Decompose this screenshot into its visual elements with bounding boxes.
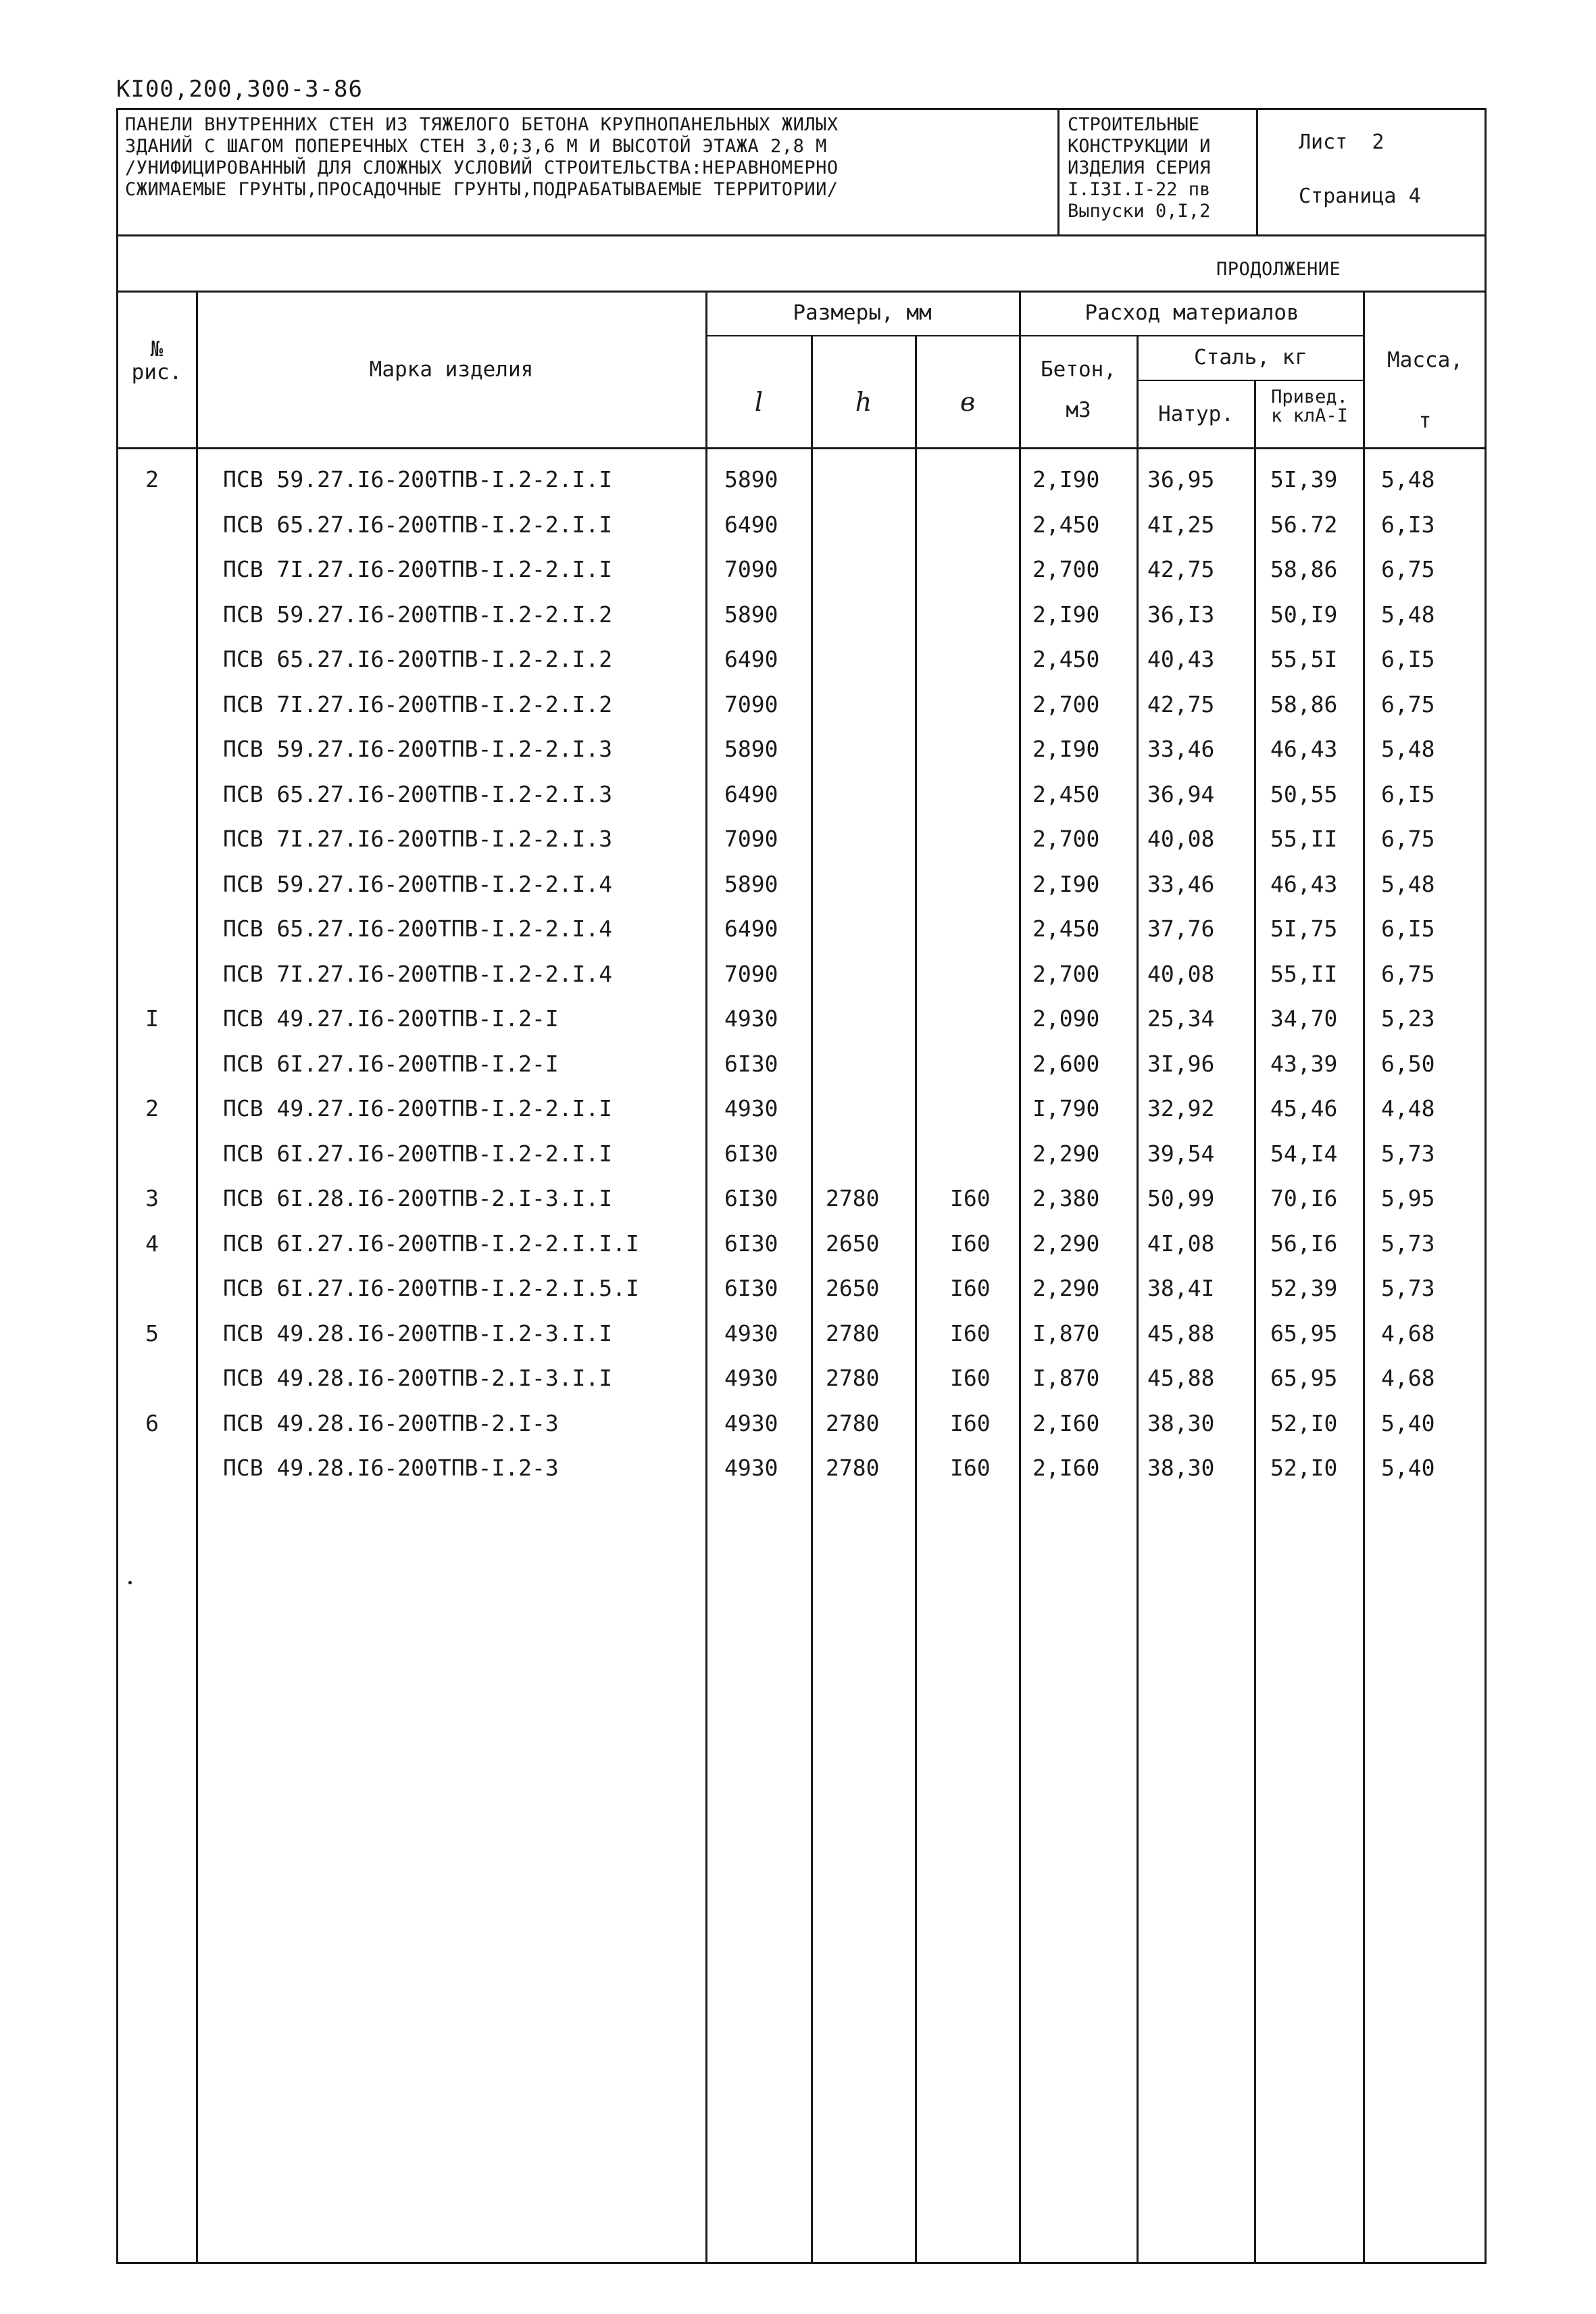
mass-cell: 5,95	[1381, 1185, 1435, 1211]
mark-cell: ПСВ 65.27.I6-200ТПВ-I.2-2.I.2	[223, 646, 613, 672]
length-cell: 7090	[724, 960, 778, 987]
mass-cell: 6,75	[1381, 690, 1435, 718]
length-cell: 5890	[724, 601, 778, 628]
steel-reduced-cell: 52,39	[1270, 1275, 1338, 1301]
steel-natural-cell: 37,76	[1147, 915, 1215, 942]
steel-natural-cell: 32,92	[1147, 1095, 1215, 1122]
concrete-cell: 2,700	[1032, 690, 1100, 718]
concrete-header-bottom: м3	[1066, 398, 1091, 422]
reduced-header	[1257, 388, 1362, 426]
header-subline	[705, 335, 1363, 336]
mass-cell: 5,40	[1381, 1455, 1435, 1481]
mark-cell: ПСВ 59.27.I6-200ТПВ-I.2-2.I.4	[223, 870, 613, 897]
steel-natural-cell: 33,46	[1147, 736, 1215, 762]
mass-cell: 5,48	[1381, 466, 1435, 493]
column-line	[811, 335, 813, 2262]
mark-cell: ПСВ 49.28.I6-200ТПВ-I.2-3.I.I	[223, 1319, 613, 1347]
mark-cell: ПСВ 49.28.I6-200ТПВ-2.I-3	[223, 1409, 559, 1436]
concrete-cell: 2,290	[1032, 1140, 1100, 1167]
length-cell: 4930	[724, 1409, 778, 1436]
page-number	[1299, 184, 1421, 208]
length-cell: 6490	[724, 646, 778, 672]
mark-cell: ПСВ 7I.27.I6-200ТПВ-I.2-2.I.4	[223, 960, 613, 987]
steel-reduced-cell: 65,95	[1270, 1365, 1338, 1391]
mass-cell: 5,48	[1381, 870, 1435, 897]
length-cell: 6490	[724, 780, 778, 807]
mark-cell: ПСВ 6I.27.I6-200ТПВ-I.2-I	[223, 1050, 559, 1077]
steel-reduced-cell: 50,I9	[1270, 601, 1338, 628]
steel-reduced-cell: 58,86	[1270, 556, 1338, 582]
mark-cell: ПСВ 59.27.I6-200ТПВ-I.2-2.I.I	[223, 466, 613, 493]
length-cell: 6I30	[724, 1275, 778, 1301]
column-line	[1019, 291, 1021, 2262]
fig-header-top: №	[150, 337, 164, 361]
materials-header: Расход материалов	[1084, 301, 1299, 325]
concrete-cell: I,870	[1032, 1365, 1100, 1391]
sheet-value: 2	[1372, 130, 1385, 154]
mark-cell: ПСВ 7I.27.I6-200ТПВ-I.2-2.I.2	[223, 690, 613, 718]
mass-cell: 6,75	[1381, 826, 1435, 852]
mass-cell: 6,I5	[1381, 646, 1435, 672]
steel-subline	[1137, 380, 1363, 381]
concrete-cell: 2,I60	[1032, 1455, 1100, 1481]
steel-natural-cell: 38,4I	[1147, 1275, 1215, 1301]
concrete-cell: 2,I90	[1032, 870, 1100, 897]
height-cell: 2780	[826, 1365, 880, 1391]
mass-cell: 5,73	[1381, 1275, 1435, 1301]
steel-natural-cell: 45,88	[1147, 1319, 1215, 1347]
mark-cell: ПСВ 49.27.I6-200ТПВ-I.2-I	[223, 1005, 559, 1032]
series-line: ИЗДЕЛИЯ СЕРИЯ	[1068, 157, 1211, 178]
steel-natural-cell: 42,75	[1147, 556, 1215, 582]
mass-cell: 5,73	[1381, 1230, 1435, 1257]
sheet-block	[1256, 110, 1485, 234]
concrete-cell: 2,I60	[1032, 1409, 1100, 1436]
mass-cell: 6,50	[1381, 1050, 1435, 1077]
series-block	[1057, 110, 1256, 234]
steel-natural-cell: 36,I3	[1147, 601, 1215, 628]
concrete-cell: 2,700	[1032, 960, 1100, 987]
series-line: Выпуски 0,I,2	[1068, 201, 1211, 222]
mark-cell: ПСВ 6I.27.I6-200ТПВ-I.2-2.I.5.I	[223, 1275, 639, 1301]
fig-cell: 2	[145, 1095, 159, 1122]
title-line: ПАНЕЛИ ВНУТРЕННИХ СТЕН ИЗ ТЯЖЕЛОГО БЕТОНА КРУПНОПАНЕЛЬНЫХ ЖИЛЫХ	[125, 114, 839, 135]
concrete-cell: 2,I90	[1032, 601, 1100, 628]
steel-reduced-cell: 58,86	[1270, 690, 1338, 718]
steel-header: Сталь, кг	[1194, 345, 1307, 370]
steel-natural-cell: 38,30	[1147, 1409, 1215, 1436]
fig-cell: 5	[145, 1319, 159, 1347]
mass-cell: 5,48	[1381, 601, 1435, 628]
steel-natural-cell: 40,08	[1147, 826, 1215, 852]
mark-cell: ПСВ 65.27.I6-200ТПВ-I.2-2.I.I	[223, 511, 613, 538]
length-cell: 4930	[724, 1005, 778, 1032]
fig-cell: 4	[145, 1230, 159, 1257]
steel-natural-cell: 40,08	[1147, 960, 1215, 987]
mass-cell: 6,I3	[1381, 511, 1435, 538]
steel-natural-cell: 4I,25	[1147, 511, 1215, 538]
title-line: ЗДАНИЙ С ШАГОМ ПОПЕРЕЧНЫХ СТЕН 3,0;3,6 М И ВЫСОТОЙ ЭТАЖА 2,8 М	[125, 136, 827, 157]
concrete-header-top: Бетон,	[1041, 357, 1116, 382]
steel-reduced-cell: 52,I0	[1270, 1455, 1338, 1481]
length-cell: 4930	[724, 1095, 778, 1122]
steel-natural-cell: 25,34	[1147, 1005, 1215, 1032]
steel-reduced-cell: 5I,39	[1270, 466, 1338, 493]
steel-reduced-cell: 34,70	[1270, 1005, 1338, 1032]
mass-header-bottom: т	[1418, 409, 1432, 433]
sheet-label: Лист	[1299, 130, 1348, 154]
fig-cell: 2	[145, 466, 159, 493]
thickness-cell: I60	[950, 1230, 991, 1257]
column-line	[705, 291, 707, 2262]
series-line: КОНСТРУКЦИИ И	[1068, 136, 1211, 157]
steel-reduced-cell: 54,I4	[1270, 1140, 1338, 1167]
series-line: СТРОИТЕЛЬНЫЕ	[1068, 114, 1200, 135]
mark-cell: ПСВ 6I.28.I6-200ТПВ-2.I-3.I.I	[223, 1185, 613, 1211]
column-line	[196, 291, 198, 2262]
reduced-header-top: Привед.	[1271, 386, 1348, 407]
length-cell: 6I30	[724, 1050, 778, 1077]
length-cell: 4930	[724, 1365, 778, 1391]
table-divider	[116, 291, 1487, 293]
mark-cell: ПСВ 65.27.I6-200ТПВ-I.2-2.I.4	[223, 915, 613, 942]
mass-cell: 6,75	[1381, 960, 1435, 987]
length-cell: 5890	[724, 466, 778, 493]
fig-cell: I	[145, 1005, 159, 1032]
concrete-cell: 2,700	[1032, 826, 1100, 852]
thickness-cell: I60	[950, 1275, 991, 1301]
steel-reduced-cell: 52,I0	[1270, 1409, 1338, 1436]
steel-natural-cell: 42,75	[1147, 690, 1215, 718]
table-bottom-line	[116, 2262, 1487, 2264]
concrete-cell: I,790	[1032, 1095, 1100, 1122]
mark-cell: ПСВ 7I.27.I6-200ТПВ-I.2-2.I.I	[223, 556, 613, 582]
column-line	[915, 335, 917, 2262]
steel-natural-cell: 50,99	[1147, 1185, 1215, 1211]
mass-cell: 4,68	[1381, 1319, 1435, 1347]
length-header: l	[754, 387, 764, 417]
concrete-cell: 2,450	[1032, 511, 1100, 538]
height-cell: 2650	[826, 1230, 880, 1257]
thickness-cell: I60	[950, 1455, 991, 1481]
steel-reduced-cell: 43,39	[1270, 1050, 1338, 1077]
page-label: Страница	[1299, 184, 1397, 208]
mass-cell: 4,68	[1381, 1365, 1435, 1391]
concrete-cell: 2,290	[1032, 1275, 1100, 1301]
table-header-bottom	[116, 447, 1487, 449]
mark-cell: ПСВ 49.28.I6-200ТПВ-2.I-3.I.I	[223, 1365, 613, 1391]
continuation-label: ПРОДОЛЖЕНИЕ	[1216, 259, 1341, 280]
thickness-header: в	[959, 387, 976, 417]
steel-reduced-cell: 46,43	[1270, 870, 1338, 897]
mass-header	[1366, 349, 1485, 432]
mass-cell: 5,48	[1381, 736, 1435, 762]
column-line	[1254, 380, 1256, 2262]
mark-cell: ПСВ 59.27.I6-200ТПВ-I.2-2.I.3	[223, 736, 613, 762]
steel-natural-cell: 39,54	[1147, 1140, 1215, 1167]
stray-dot	[128, 1581, 132, 1584]
length-cell: 4930	[724, 1319, 778, 1347]
steel-reduced-cell: 45,46	[1270, 1095, 1338, 1122]
concrete-cell: 2,600	[1032, 1050, 1100, 1077]
fig-header	[120, 338, 193, 384]
concrete-cell: 2,380	[1032, 1185, 1100, 1211]
steel-reduced-cell: 55,II	[1270, 826, 1338, 852]
mark-cell: ПСВ 6I.27.I6-200ТПВ-I.2-2.I.I	[223, 1140, 613, 1167]
mass-cell: 6,75	[1381, 556, 1435, 582]
length-cell: 7090	[724, 690, 778, 718]
title-line: /УНИФИЦИРОВАННЫЙ ДЛЯ СЛОЖНЫХ УСЛОВИЙ СТРОИТЕЛЬСТВА:НЕРАВНОМЕРНО	[125, 157, 839, 178]
concrete-cell: I,870	[1032, 1319, 1100, 1347]
height-cell: 2650	[826, 1275, 880, 1301]
length-cell: 7090	[724, 826, 778, 852]
thickness-cell: I60	[950, 1319, 991, 1347]
natural-header: Натур.	[1158, 402, 1234, 426]
mass-cell: 4,48	[1381, 1095, 1435, 1122]
height-cell: 2780	[826, 1185, 880, 1211]
steel-reduced-cell: 50,55	[1270, 780, 1338, 807]
fig-cell: 3	[145, 1185, 159, 1211]
column-line	[1363, 291, 1365, 2262]
thickness-cell: I60	[950, 1409, 991, 1436]
thickness-cell: I60	[950, 1185, 991, 1211]
steel-natural-cell: 3I,96	[1147, 1050, 1215, 1077]
mass-header-top: Масса,	[1387, 348, 1463, 372]
height-cell: 2780	[826, 1409, 880, 1436]
steel-reduced-cell: 56.72	[1270, 511, 1338, 538]
steel-natural-cell: 36,94	[1147, 780, 1215, 807]
reduced-header-bottom: к клA-I	[1271, 405, 1348, 426]
steel-reduced-cell: 70,I6	[1270, 1185, 1338, 1211]
document-title	[118, 110, 1057, 234]
mass-cell: 5,40	[1381, 1409, 1435, 1436]
mark-cell: ПСВ 6I.27.I6-200ТПВ-I.2-2.I.I.I	[223, 1230, 639, 1257]
steel-reduced-cell: 5I,75	[1270, 915, 1338, 942]
thickness-cell: I60	[950, 1365, 991, 1391]
steel-reduced-cell: 46,43	[1270, 736, 1338, 762]
title-block	[116, 108, 1487, 236]
steel-reduced-cell: 55,II	[1270, 960, 1338, 987]
length-cell: 6490	[724, 915, 778, 942]
concrete-cell: 2,I90	[1032, 736, 1100, 762]
sizes-header: Размеры, мм	[793, 301, 932, 325]
steel-reduced-cell: 55,5I	[1270, 646, 1338, 672]
mass-cell: 5,73	[1381, 1140, 1435, 1167]
sheet-number	[1299, 130, 1384, 154]
concrete-cell: 2,450	[1032, 915, 1100, 942]
column-line	[1137, 335, 1139, 2262]
steel-natural-cell: 45,88	[1147, 1365, 1215, 1391]
mark-cell: ПСВ 59.27.I6-200ТПВ-I.2-2.I.2	[223, 601, 613, 628]
length-cell: 4930	[724, 1455, 778, 1481]
steel-natural-cell: 40,43	[1147, 646, 1215, 672]
length-cell: 7090	[724, 556, 778, 582]
title-line: СЖИМАЕМЫЕ ГРУНТЫ,ПРОСАДОЧНЫЕ ГРУНТЫ,ПОДРАБАТЫВАЕМЫЕ ТЕРРИТОРИИ/	[125, 179, 839, 200]
steel-natural-cell: 4I,08	[1147, 1230, 1215, 1257]
steel-reduced-cell: 65,95	[1270, 1319, 1338, 1347]
steel-natural-cell: 38,30	[1147, 1455, 1215, 1481]
document-code: KI00,200,300-3-86	[116, 76, 363, 103]
fig-header-bottom: рис.	[131, 360, 182, 384]
series-line: I.I3I.I-22 пв	[1068, 179, 1211, 200]
concrete-header	[1022, 358, 1135, 422]
height-header: h	[855, 387, 872, 417]
steel-natural-cell: 36,95	[1147, 466, 1215, 493]
concrete-cell: 2,290	[1032, 1230, 1100, 1257]
mark-cell: ПСВ 49.27.I6-200ТПВ-I.2-2.I.I	[223, 1095, 613, 1122]
length-cell: 6I30	[724, 1185, 778, 1211]
page-value: 4	[1408, 184, 1421, 208]
length-cell: 5890	[724, 870, 778, 897]
concrete-cell: 2,700	[1032, 556, 1100, 582]
length-cell: 6I30	[724, 1230, 778, 1257]
height-cell: 2780	[826, 1319, 880, 1347]
mark-cell: ПСВ 7I.27.I6-200ТПВ-I.2-2.I.3	[223, 826, 613, 852]
concrete-cell: 2,090	[1032, 1005, 1100, 1032]
concrete-cell: 2,I90	[1032, 466, 1100, 493]
steel-natural-cell: 33,46	[1147, 870, 1215, 897]
mark-header: Марка изделия	[369, 357, 534, 382]
fig-cell: 6	[145, 1409, 159, 1436]
mass-cell: 6,I5	[1381, 915, 1435, 942]
length-cell: 6490	[724, 511, 778, 538]
mass-cell: 5,23	[1381, 1005, 1435, 1032]
mark-cell: ПСВ 65.27.I6-200ТПВ-I.2-2.I.3	[223, 780, 613, 807]
mark-cell: ПСВ 49.28.I6-200ТПВ-I.2-3	[223, 1455, 559, 1481]
length-cell: 6I30	[724, 1140, 778, 1167]
length-cell: 5890	[724, 736, 778, 762]
mass-cell: 6,I5	[1381, 780, 1435, 807]
concrete-cell: 2,450	[1032, 646, 1100, 672]
concrete-cell: 2,450	[1032, 780, 1100, 807]
steel-reduced-cell: 56,I6	[1270, 1230, 1338, 1257]
height-cell: 2780	[826, 1455, 880, 1481]
